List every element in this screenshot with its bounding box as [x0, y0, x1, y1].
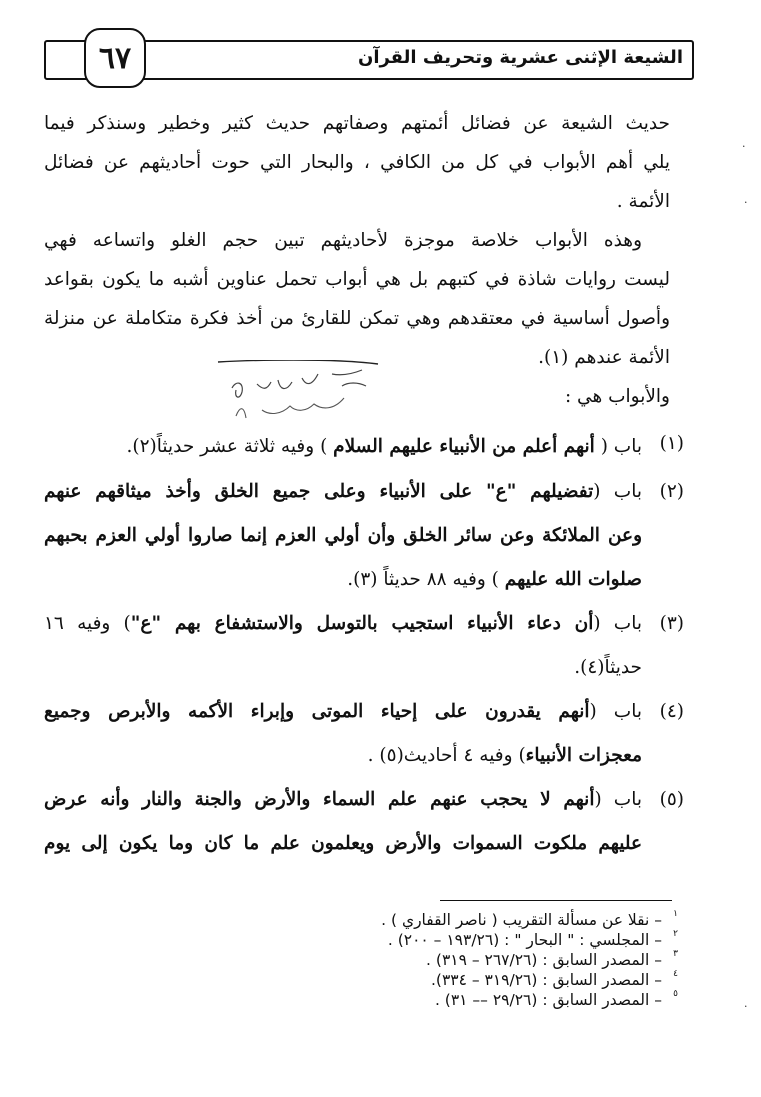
- footnote: [300, 930, 678, 950]
- items-list: [44, 424, 684, 866]
- item-suffix: ) وفيه ثلاثة عشر حديثاً(٢).: [126, 436, 334, 457]
- footnote-mark: ٥: [673, 989, 678, 999]
- item-suffix: ) وفيه ٤ أحاديث(٥) .: [367, 745, 526, 766]
- item-title: أنهم أعلم من الأنبياء عليهم السلام: [333, 436, 595, 457]
- footnote: [300, 990, 678, 1010]
- item-line: [44, 602, 642, 646]
- item-prefix: باب (: [594, 436, 642, 457]
- running-header-title: الشيعة الإثنى عشرية وتحريف القرآن: [357, 47, 683, 68]
- footnote: [300, 910, 678, 930]
- footnote-text: – المصدر السابق : (٢٦٧/٢٦ – ٣١٩) .: [426, 951, 662, 969]
- item-title: عليهم ملكوت السموات والأرض ويعلمون علم ما كان وما يكون إلى يوم: [44, 833, 642, 854]
- item-title: صلوات الله عليهم: [504, 569, 642, 590]
- item-title: أنهم يقدرون على إحياء الموتى وإبراء الأكمه والأبرص وجميع: [44, 701, 590, 722]
- paragraph-line: وهذه الأبواب خلاصة موجزة لأحاديثهم تبين حجم الغلو واتساعه فهي: [44, 230, 642, 251]
- item-number: (٥): [659, 789, 684, 810]
- item-line: [44, 558, 642, 602]
- list-item: [44, 470, 684, 602]
- paragraph-line: يلي أهم الأبواب في كل من الكافي ، والبحار التي حوت أحاديثهم عن فضائل: [44, 152, 670, 173]
- scan-speck-icon: ·: [744, 196, 748, 209]
- paragraph-line: الأئمة عندهم (١).: [538, 347, 670, 368]
- footnote-text: – المجلسي : " البحار " : (١٩٣/٢٦ – ٢٠٠) .: [387, 931, 662, 949]
- item-line: [44, 514, 642, 558]
- intro-line: والأبواب هي :: [564, 386, 670, 407]
- item-line: [44, 734, 642, 778]
- list-item: [44, 778, 684, 866]
- item-prefix: باب (: [593, 481, 642, 502]
- paragraph-line: حديث الشيعة عن فضائل أئمتهم وصفاتهم حديث كثير وخطير وسنذكر فيما: [44, 113, 670, 134]
- list-item: [44, 690, 684, 778]
- footnote-text: – نقلا عن مسألة التقريب ( ناصر القفاري ) .: [381, 911, 662, 929]
- footnote-divider: [440, 900, 672, 901]
- item-line: [44, 646, 642, 690]
- paragraph-1: [44, 104, 670, 221]
- item-title: معجزات الأنبياء: [525, 745, 642, 766]
- item-number: (٣): [659, 613, 684, 634]
- item-prefix: باب (: [594, 789, 642, 810]
- scan-speck-icon: ·: [742, 140, 746, 153]
- footnote-text: – المصدر السابق : (٣١٩/٢٦ – ٣٣٤).: [430, 971, 662, 989]
- item-title: أن دعاء الأنبياء استجيب بالتوسل والاستشفاع بهم "ع": [130, 613, 594, 634]
- item-suffix: ) وفيه ١٦: [44, 613, 131, 634]
- item-line: [44, 424, 642, 470]
- item-line: [44, 690, 642, 734]
- list-item: [44, 602, 684, 690]
- item-suffix: ) وفيه ٨٨ حديثاً (٣).: [347, 569, 505, 590]
- footnote-mark: ٤: [673, 969, 678, 979]
- footnote: [300, 950, 678, 970]
- footnote-mark: ٣: [673, 949, 678, 959]
- paragraph-line: ليست روايات شاذة في كتبهم بل هي أبواب تحمل عناوين أشبه ما يكون بقواعد: [44, 269, 670, 290]
- item-prefix: حديثاً(٤).: [574, 657, 642, 678]
- footnote-mark: ٢: [673, 929, 678, 939]
- footnotes: [300, 910, 678, 1010]
- list-item: [44, 424, 684, 470]
- item-prefix: باب (: [589, 701, 642, 722]
- paragraph-line: الأئمة .: [616, 191, 670, 212]
- footnote-text: – المصدر السابق : (٢٩/٢٦ –– ٣١) .: [434, 991, 662, 1009]
- item-line: [44, 822, 642, 866]
- footnote: [300, 970, 678, 990]
- paragraph-2: [44, 221, 670, 377]
- item-title: تفضيلهم "ع" على الأنبياء وعلى جميع الخلق وأخذ ميثاقهم عنهم: [44, 481, 594, 502]
- page-number: ٦٧: [84, 28, 146, 88]
- item-number: (٢): [659, 481, 684, 502]
- item-number: (٤): [659, 701, 684, 722]
- item-line: [44, 470, 642, 514]
- item-title: وعن الملائكة وعن سائر الخلق وأن أولي العزم إنما صاروا أولي العزم بحبهم: [44, 525, 642, 546]
- item-line: [44, 778, 642, 822]
- item-prefix: باب (: [593, 613, 642, 634]
- paragraph-line: وأصول أساسية في معتقدهم وهي تمكن للقارئ من أخذ فكرة متكاملة عن منزلة: [44, 308, 670, 329]
- item-number: (١): [659, 433, 684, 454]
- handwritten-note-icon: [212, 360, 382, 430]
- item-title: أنهم لا يحجب عنهم علم السماء والأرض والجنة والنار وأنه عرض: [44, 789, 595, 810]
- footnote-mark: ١: [673, 909, 678, 919]
- scan-speck-icon: ·: [744, 1000, 748, 1013]
